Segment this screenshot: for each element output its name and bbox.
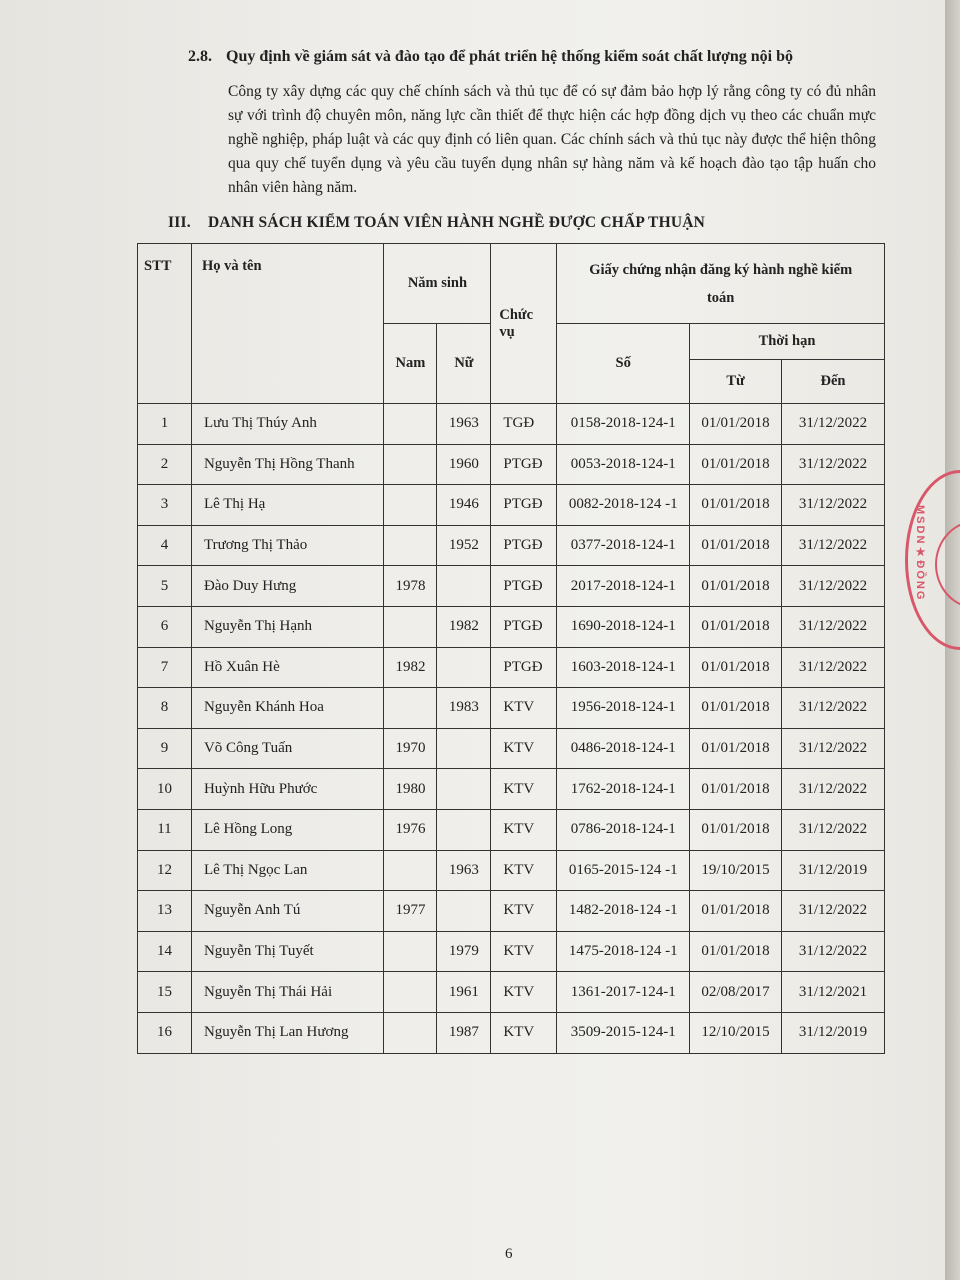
cell-from: 01/01/2018 — [690, 647, 782, 688]
cell-name: Nguyễn Thị Hạnh — [191, 606, 384, 647]
cell-to: 31/12/2022 — [782, 566, 885, 607]
cell-stt: 5 — [138, 566, 192, 607]
header-from: Từ — [690, 360, 782, 404]
table-row — [138, 606, 885, 647]
cell-from: 01/01/2018 — [690, 728, 782, 769]
table-row — [138, 891, 885, 932]
cell-male — [384, 485, 437, 526]
cell-to: 31/12/2022 — [782, 444, 885, 485]
cell-position: PTGĐ — [491, 647, 557, 688]
cell-female: 1963 — [437, 850, 491, 891]
table-row — [138, 647, 885, 688]
cell-name: Đào Duy Hưng — [191, 566, 384, 607]
cell-from: 01/01/2018 — [690, 769, 782, 810]
cell-stt: 13 — [138, 891, 192, 932]
cell-from: 01/01/2018 — [690, 566, 782, 607]
section-2-8-number: 2.8. — [188, 48, 212, 65]
table-row — [138, 444, 885, 485]
cell-male — [384, 931, 437, 972]
section-2-8-title — [188, 48, 793, 66]
cell-name: Hồ Xuân Hè — [191, 647, 384, 688]
cell-stt: 4 — [138, 525, 192, 566]
cell-to: 31/12/2019 — [782, 1012, 885, 1053]
page-number: 6 — [505, 1246, 513, 1262]
cell-to: 31/12/2022 — [782, 525, 885, 566]
table-row — [138, 850, 885, 891]
header-certificate: Giấy chứng nhận đăng ký hành nghề kiểm toán — [557, 244, 885, 324]
cell-position: KTV — [491, 1012, 557, 1053]
cell-number: 3509-2015-124-1 — [557, 1012, 690, 1053]
cell-name: Nguyễn Thị Thái Hải — [191, 972, 384, 1013]
cell-female — [437, 891, 491, 932]
cell-male: 1970 — [384, 728, 437, 769]
cell-name: Võ Công Tuấn — [191, 728, 384, 769]
table-row — [138, 728, 885, 769]
cell-position: KTV — [491, 850, 557, 891]
section-2-8-paragraph: Công ty xây dựng các quy chế chính sách và thủ tục để có sự đảm bảo hợp lý rằng công ty có đủ nhân sự với trình độ chuyên môn, năng lực cần thiết để thực hiện các hợp đồng dịch vụ theo các chuẩn mực nghề nghiệp, pháp luật và các quy định có liên quan. Các chính sách và thủ tục này được thể hiện thông qua quy chế tuyển dụng và yêu cầu tuyển dụng nhân sự hàng năm và kế hoạch đào tạo tập huấn cho nhân viên hàng năm. — [228, 83, 876, 196]
cell-name: Lê Hồng Long — [191, 809, 384, 850]
header-birth-year: Năm sinh — [384, 244, 491, 324]
cell-male — [384, 972, 437, 1013]
cell-to: 31/12/2022 — [782, 606, 885, 647]
cell-stt: 11 — [138, 809, 192, 850]
cell-male — [384, 606, 437, 647]
cell-female — [437, 647, 491, 688]
cell-position: PTGĐ — [491, 444, 557, 485]
cell-from: 01/01/2018 — [690, 809, 782, 850]
auditor-table-body — [138, 404, 885, 1054]
header-female: Nữ — [437, 324, 491, 404]
cell-position: KTV — [491, 972, 557, 1013]
cell-position: KTV — [491, 809, 557, 850]
cell-number: 0158-2018-124-1 — [557, 404, 690, 445]
cell-number: 1361-2017-124-1 — [557, 972, 690, 1013]
header-to: Đến — [782, 360, 885, 404]
cell-number: 0786-2018-124-1 — [557, 809, 690, 850]
cell-to: 31/12/2022 — [782, 891, 885, 932]
section-2-8-title-text: Quy định về giám sát và đào tạo để phát triển hệ thống kiểm soát chất lượng nội bộ — [226, 48, 793, 65]
header-stt: STT — [138, 244, 192, 404]
cell-number: 2017-2018-124-1 — [557, 566, 690, 607]
cell-number: 0486-2018-124-1 — [557, 728, 690, 769]
cell-male: 1976 — [384, 809, 437, 850]
section-3-title: DANH SÁCH KIỂM TOÁN VIÊN HÀNH NGHỀ ĐƯỢC CHẤP THUẬN — [208, 214, 706, 231]
header-number: Số — [557, 324, 690, 404]
cell-stt: 1 — [138, 404, 192, 445]
cell-position: KTV — [491, 891, 557, 932]
cell-from: 01/01/2018 — [690, 485, 782, 526]
cell-name: Huỳnh Hữu Phước — [191, 769, 384, 810]
cell-male: 1980 — [384, 769, 437, 810]
table-row — [138, 525, 885, 566]
cell-number: 0053-2018-124-1 — [557, 444, 690, 485]
cell-name: Lê Thị Hạ — [191, 485, 384, 526]
cell-female: 1987 — [437, 1012, 491, 1053]
cell-position: PTGĐ — [491, 485, 557, 526]
cell-to: 31/12/2021 — [782, 972, 885, 1013]
table-row — [138, 1012, 885, 1053]
cell-female: 1961 — [437, 972, 491, 1013]
cell-female: 1952 — [437, 525, 491, 566]
cell-position: KTV — [491, 728, 557, 769]
cell-male: 1977 — [384, 891, 437, 932]
header-validity: Thời hạn — [690, 324, 885, 360]
cell-number: 1690-2018-124-1 — [557, 606, 690, 647]
cell-position: KTV — [491, 688, 557, 729]
cell-female — [437, 566, 491, 607]
cell-name: Nguyễn Thị Lan Hương — [191, 1012, 384, 1053]
cell-name: Lê Thị Ngọc Lan — [191, 850, 384, 891]
cell-stt: 2 — [138, 444, 192, 485]
cell-number: 0165-2015-124 -1 — [557, 850, 690, 891]
header-male: Nam — [384, 324, 437, 404]
cell-name: Nguyễn Khánh Hoa — [191, 688, 384, 729]
table-row — [138, 809, 885, 850]
table-row — [138, 688, 885, 729]
cell-name: Nguyễn Anh Tú — [191, 891, 384, 932]
cell-female: 1983 — [437, 688, 491, 729]
cell-male — [384, 404, 437, 445]
header-position: Chức vụ — [491, 244, 557, 404]
cell-stt: 10 — [138, 769, 192, 810]
cell-from: 01/01/2018 — [690, 891, 782, 932]
cell-from: 01/01/2018 — [690, 606, 782, 647]
cell-from: 01/01/2018 — [690, 931, 782, 972]
cell-female: 1946 — [437, 485, 491, 526]
cell-to: 31/12/2022 — [782, 647, 885, 688]
cell-male — [384, 1012, 437, 1053]
cell-stt: 9 — [138, 728, 192, 769]
cell-name: Nguyễn Thị Hồng Thanh — [191, 444, 384, 485]
cell-stt: 6 — [138, 606, 192, 647]
cell-male: 1982 — [384, 647, 437, 688]
cell-female: 1960 — [437, 444, 491, 485]
table-row — [138, 972, 885, 1013]
cell-stt: 15 — [138, 972, 192, 1013]
cell-position: KTV — [491, 931, 557, 972]
cell-position: PTGĐ — [491, 525, 557, 566]
cell-to: 31/12/2022 — [782, 404, 885, 445]
cell-female: 1979 — [437, 931, 491, 972]
section-3-heading — [168, 214, 705, 232]
cell-to: 31/12/2022 — [782, 728, 885, 769]
cell-female: 1963 — [437, 404, 491, 445]
cell-to: 31/12/2022 — [782, 931, 885, 972]
cell-stt: 7 — [138, 647, 192, 688]
cell-from: 01/01/2018 — [690, 404, 782, 445]
cell-male — [384, 688, 437, 729]
cell-name: Nguyễn Thị Tuyết — [191, 931, 384, 972]
cell-from: 19/10/2015 — [690, 850, 782, 891]
cell-stt: 3 — [138, 485, 192, 526]
cell-male — [384, 850, 437, 891]
cell-number: 1603-2018-124-1 — [557, 647, 690, 688]
section-3-number: III. — [168, 214, 191, 231]
cell-to: 31/12/2019 — [782, 850, 885, 891]
cell-number: 1956-2018-124-1 — [557, 688, 690, 729]
cell-number: 1482-2018-124 -1 — [557, 891, 690, 932]
cell-from: 01/01/2018 — [690, 688, 782, 729]
cell-number: 1762-2018-124-1 — [557, 769, 690, 810]
cell-position: TGĐ — [491, 404, 557, 445]
cell-number: 0082-2018-124 -1 — [557, 485, 690, 526]
table-row — [138, 566, 885, 607]
cell-name: Lưu Thị Thúy Anh — [191, 404, 384, 445]
cell-name: Trương Thị Thảo — [191, 525, 384, 566]
cell-female — [437, 809, 491, 850]
cell-female — [437, 769, 491, 810]
auditor-table — [137, 243, 885, 1054]
cell-male: 1978 — [384, 566, 437, 607]
cell-stt: 16 — [138, 1012, 192, 1053]
cell-from: 12/10/2015 — [690, 1012, 782, 1053]
cell-from: 01/01/2018 — [690, 525, 782, 566]
cell-to: 31/12/2022 — [782, 688, 885, 729]
cell-stt: 12 — [138, 850, 192, 891]
cell-stt: 8 — [138, 688, 192, 729]
cell-female: 1982 — [437, 606, 491, 647]
cell-from: 01/01/2018 — [690, 444, 782, 485]
cell-position: KTV — [491, 769, 557, 810]
cell-stt: 14 — [138, 931, 192, 972]
cell-to: 31/12/2022 — [782, 769, 885, 810]
cell-female — [437, 728, 491, 769]
table-row — [138, 485, 885, 526]
cell-to: 31/12/2022 — [782, 485, 885, 526]
cell-position: PTGĐ — [491, 566, 557, 607]
header-name: Họ và tên — [191, 244, 384, 404]
cell-male — [384, 525, 437, 566]
cell-to: 31/12/2022 — [782, 809, 885, 850]
table-row — [138, 404, 885, 445]
table-row — [138, 769, 885, 810]
cell-position: PTGĐ — [491, 606, 557, 647]
red-seal-text: MSDN★ĐỒNG — [914, 505, 926, 602]
cell-male — [384, 444, 437, 485]
cell-from: 02/08/2017 — [690, 972, 782, 1013]
cell-number: 0377-2018-124-1 — [557, 525, 690, 566]
table-row — [138, 931, 885, 972]
cell-number: 1475-2018-124 -1 — [557, 931, 690, 972]
